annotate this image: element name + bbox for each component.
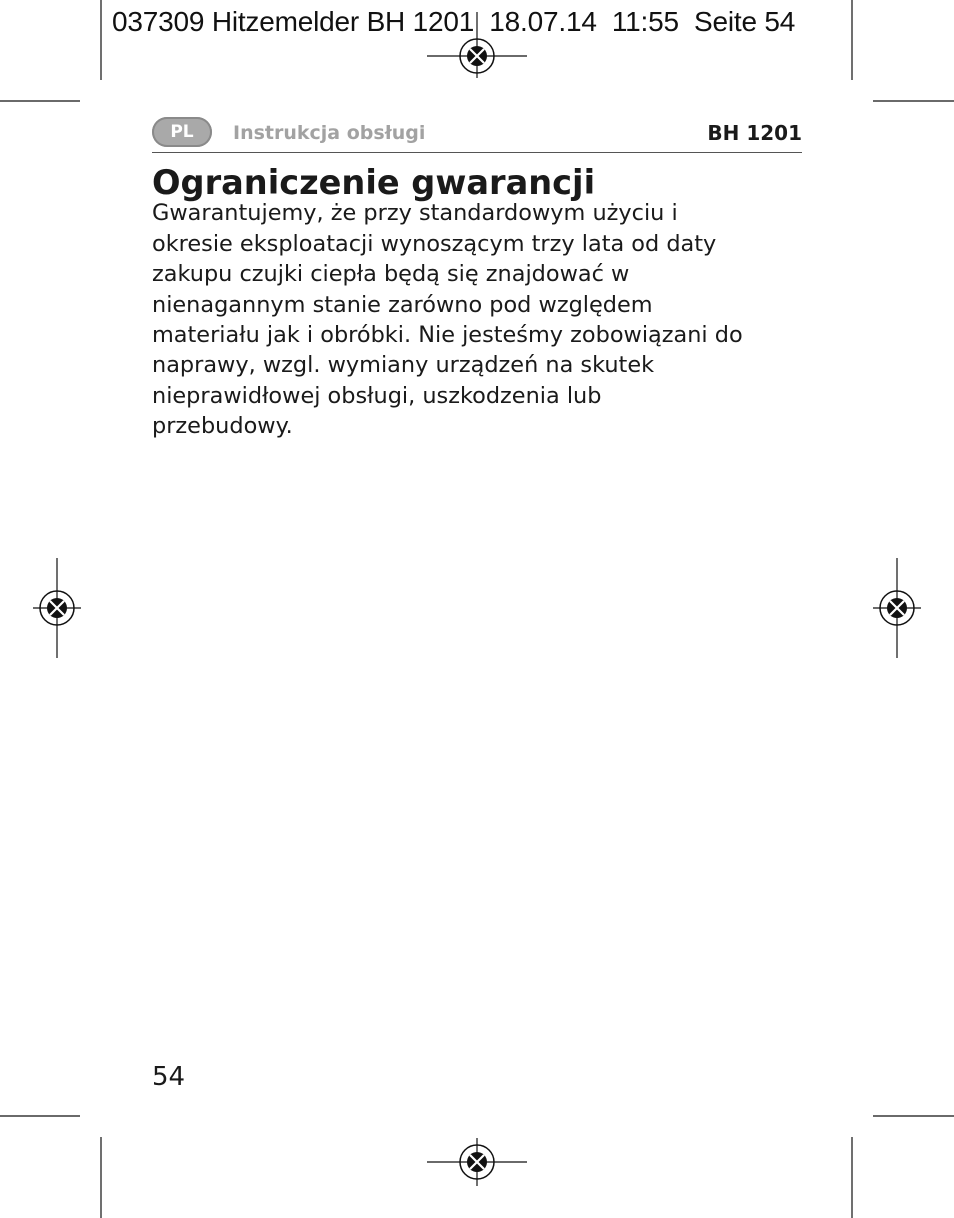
- section-body: [152, 198, 832, 441]
- section-heading: Ograniczenie gwarancji: [152, 163, 596, 202]
- registration-mark-right-icon: [873, 558, 921, 658]
- body-line: naprawy, wzgl. wymiany urządzeń na skutek: [152, 352, 655, 379]
- registration-mark-bottom-icon: [427, 1138, 527, 1186]
- warranty-section: [152, 163, 832, 442]
- body-line: Gwarantujemy, że przy standardowym użyciu i: [152, 200, 678, 227]
- registration-mark-top-icon: [427, 12, 527, 78]
- page-number: 54: [152, 1062, 186, 1092]
- manual-title: Instrukcja obsługi: [233, 122, 426, 144]
- body-line: nienagannym stanie zarówno pod względem: [152, 291, 653, 318]
- running-header: [152, 114, 802, 153]
- registration-mark-left-icon: [33, 558, 81, 658]
- model-number: BH 1201: [707, 121, 802, 145]
- body-line: materiału jak i obróbki. Nie jesteśmy zobowiązani do: [152, 322, 743, 349]
- body-line: okresie eksploatacji wynoszącym trzy lata od daty: [152, 230, 717, 257]
- body-line: nieprawidłowej obsługi, uszkodzenia lub: [152, 382, 602, 409]
- body-line: przebudowy.: [152, 413, 293, 440]
- language-badge: PL: [152, 117, 212, 147]
- print-slug: 037309 Hitzemelder BH 1201 18.07.14 11:55 Seite 54: [112, 6, 796, 37]
- body-line: zakupu czujki ciepła będą się znajdować w: [152, 261, 630, 288]
